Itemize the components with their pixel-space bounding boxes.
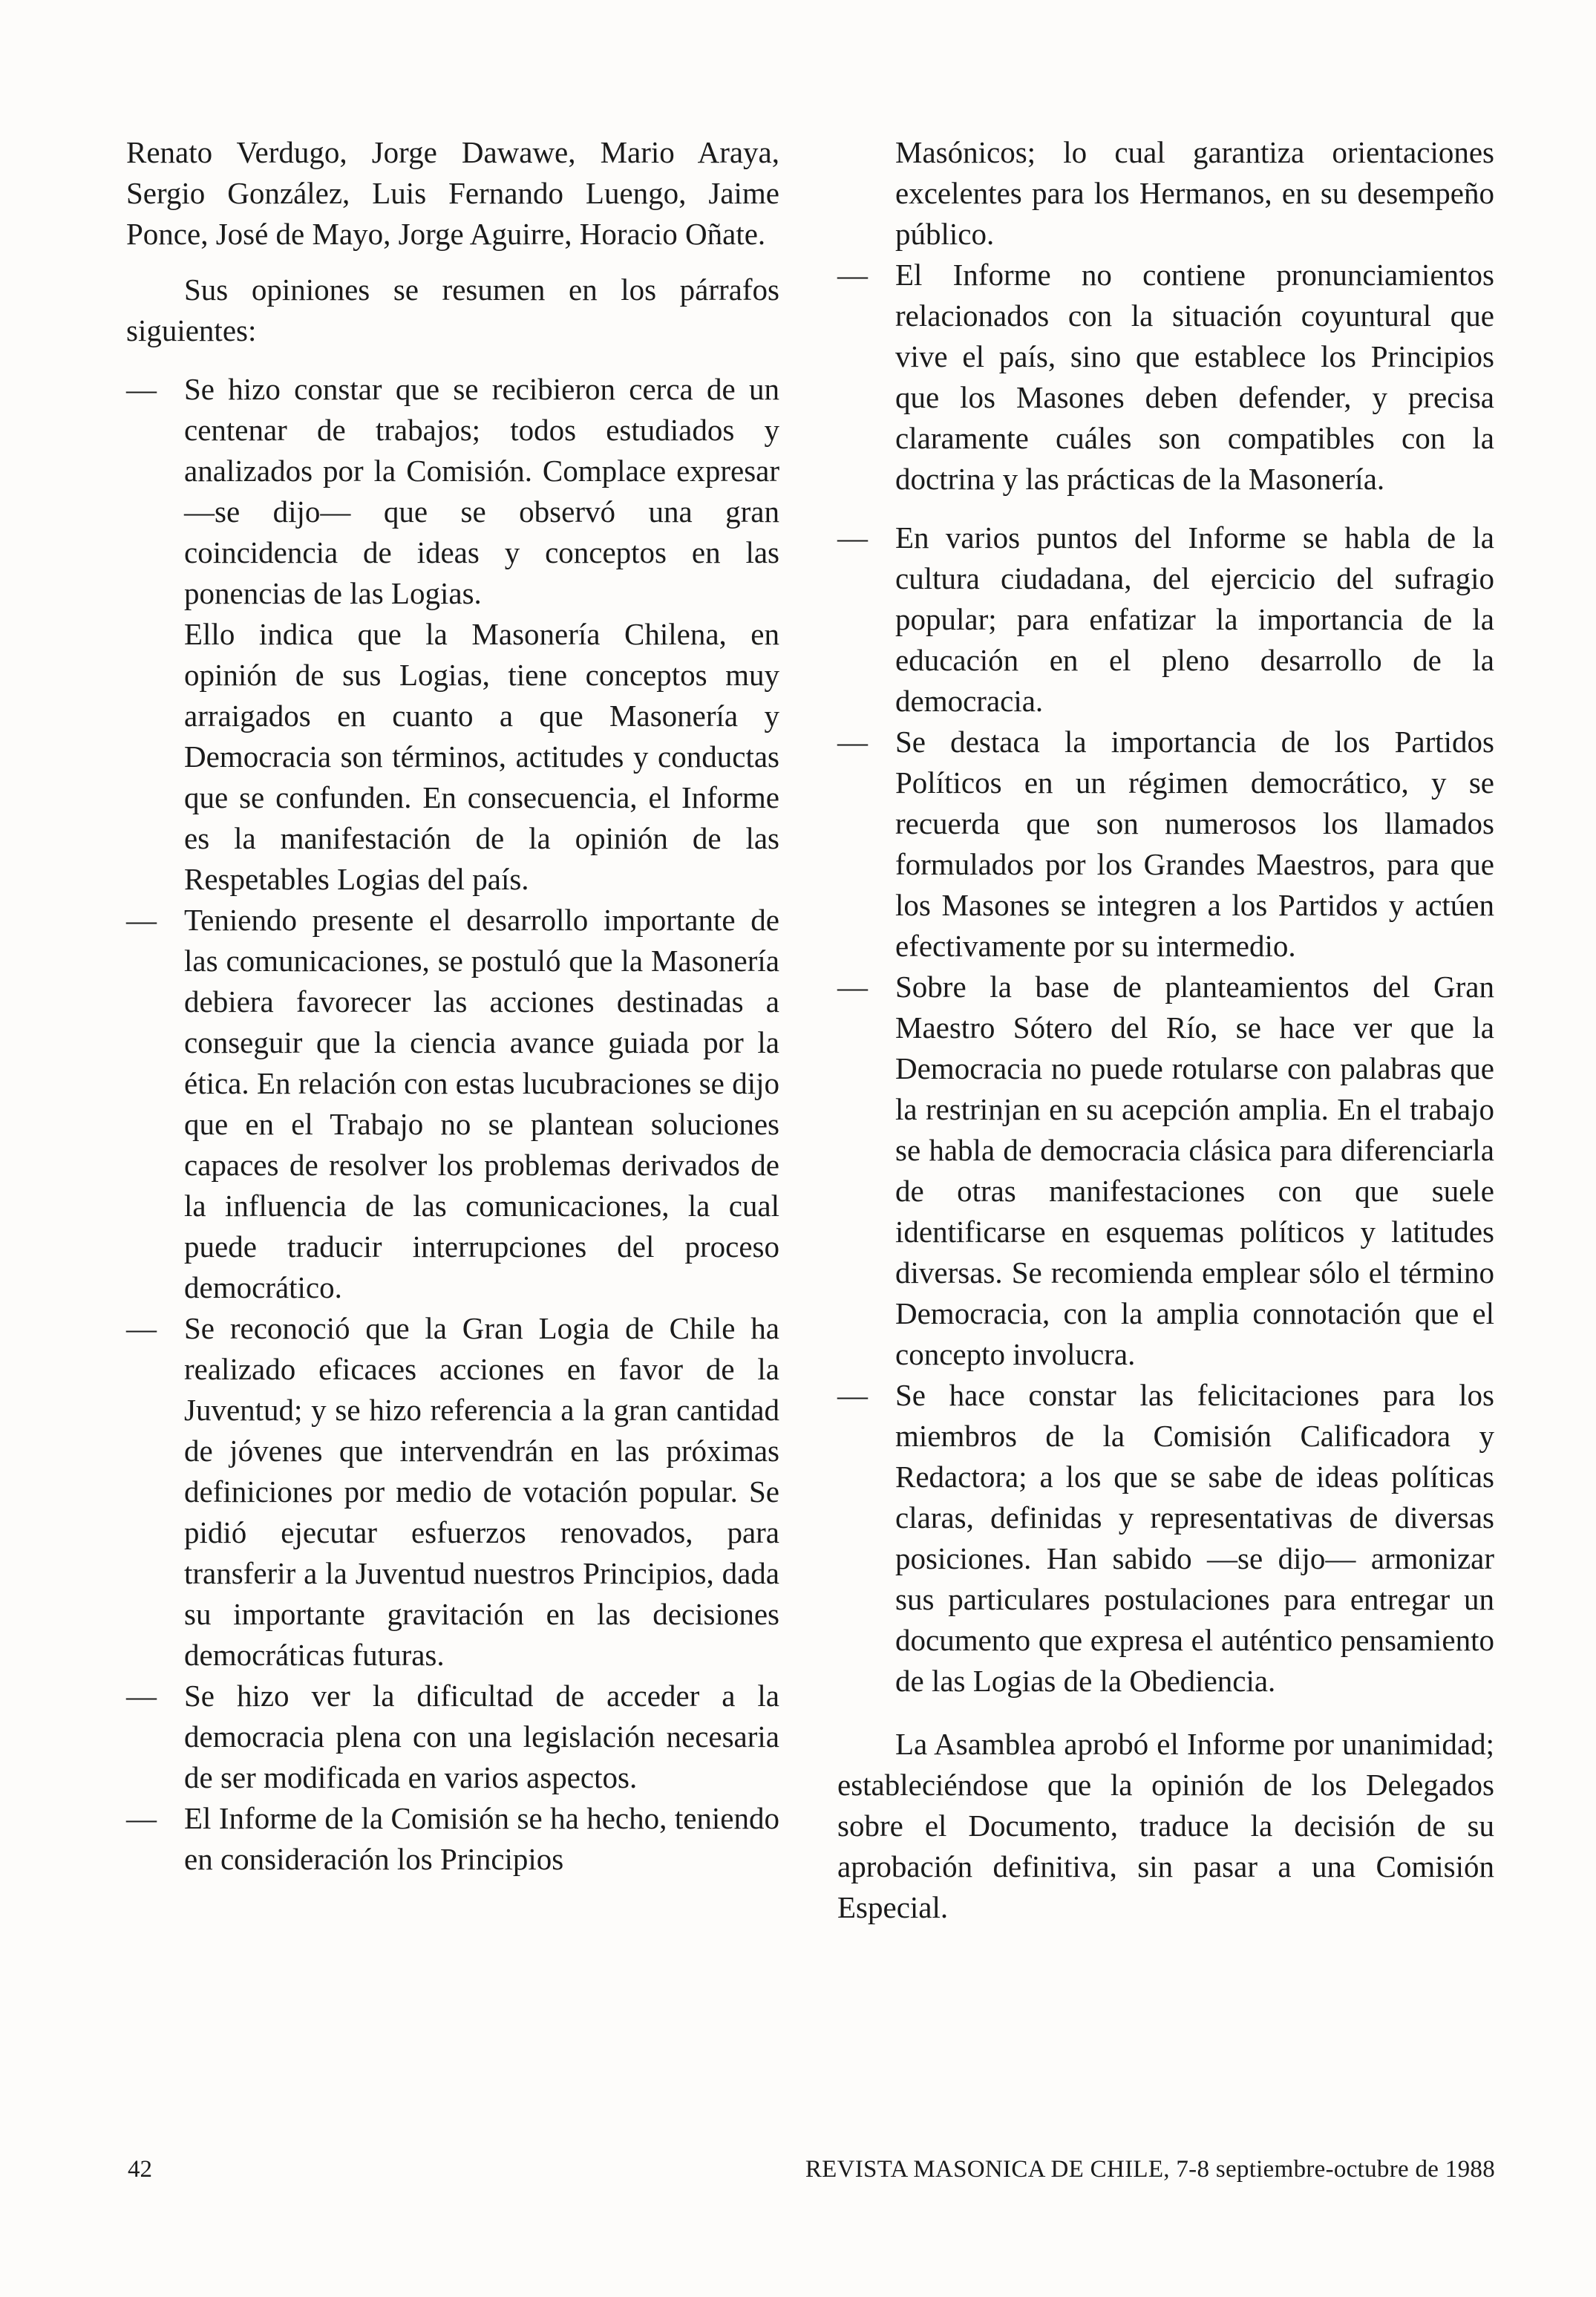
list-item-continuation [837,132,1494,255]
dash-bullet: — [837,520,868,555]
dash-bullet: — [837,970,868,1004]
list-item [837,967,1494,1375]
list-item [126,1676,779,1798]
list-item [126,1798,779,1880]
list-item [126,900,779,1308]
continuation-paragraph: Masónicos; lo cual garantiza orientaciones excelentes para los Hermanos, en su desempeño público. [895,135,1494,251]
conclusion-paragraph: La Asamblea aprobó el Informe por unanimidad; estableciéndose que la opinión de los Delegados sobre el Documento, traduce la decisión de su aprobación definitiva, sin pasar a una Comisión Especial. [837,1727,1494,1924]
dash-bullet: — [126,1679,157,1713]
item-paragraph: Se hace constar las felicitaciones para los miembros de la Comisión Calificadora y Redactora; a los que se sabe de ideas políticas claras, definidas y representativas de diversas posiciones. Han sabido —se dijo— armonizar sus particulares postulaciones para entregar un documento que expresa el auténtico pensamiento de las Logias de la Obediencia. [895,1378,1494,1698]
list-item [837,1375,1494,1702]
dash-bullet: — [126,903,157,937]
item-paragraph: Teniendo presente el desarrollo importante de las comunicaciones, se postuló que la Masonería debiera favorecer las acciones destinadas a conseguir que la ciencia avance guiada por la ética. En relación con estas lucubraciones se dijo que en el Trabajo no se plantean soluciones capaces de resolver los problemas derivados de la influencia de las comunicaciones, la cual puede traducir interrupciones del proceso democrático. [184,903,779,1304]
item-paragraph: El Informe de la Comisión se ha hecho, teniendo en consideración los Principios [184,1801,779,1876]
list-item [126,1308,779,1676]
list-item [837,517,1494,722]
list-item [837,255,1494,500]
journal-footer: REVISTA MASONICA DE CHILE, 7-8 septiembre-octubre de 1988 [805,2156,1495,2183]
item-paragraph: Se hizo constar que se recibieron cerca de un centenar de trabajos; todos estudiados y analizados por la Comisión. Complace expresar —se dijo— que se observó una gran coincidencia de ideas y conceptos en las ponencias de las Logias. [184,372,779,610]
left-item-list [126,369,779,1880]
page-number: 42 [128,2156,152,2183]
dash-bullet: — [837,725,868,759]
dash-bullet: — [126,1801,157,1835]
list-item [126,369,779,900]
item-paragraph: Ello indica que la Masonería Chilena, en opinión de sus Logias, tiene conceptos muy arraigados en cuanto a que Masonería y Democracia son términos, actitudes y conductas que se confunden. En consecuencia, el Informe es la manifestación de la opinión de las Respetables Logias del país. [184,617,779,896]
item-paragraph: Sobre la base de planteamientos del Gran Maestro Sótero del Río, se hace ver que la Democracia no puede rotularse con palabras que la restrinjan en su acepción amplia. En el trabajo se habla de democracia clásica para diferenciarla de otras manifestaciones con que suele identificarse en esquemas políticos y latitudes diversas. Se recomienda emplear sólo el término Democracia, con la amplia connotación que el concepto involucra. [895,970,1494,1371]
summary-paragraph: Sus opiniones se resumen en los párrafos siguientes: [126,272,779,347]
dash-bullet: — [126,1311,157,1345]
dash-bullet: — [126,372,157,406]
dash-bullet: — [837,258,868,292]
item-paragraph: El Informe no contiene pronunciamientos relacionados con la situación coyuntural que vive el país, sino que establece los Principios que los Masones deben defender, y precisa claramente cuáles son compatibles con la doctrina y las prácticas de la Masonería. [895,258,1494,496]
left-column [126,132,779,1880]
item-paragraph: En varios puntos del Informe se habla de la cultura ciudadana, del ejercicio del sufragio popular; para enfatizar la importancia de la educación en el pleno desarrollo de la democracia. [895,520,1494,718]
intro-paragraph: Renato Verdugo, Jorge Dawawe, Mario Araya, Sergio González, Luis Fernando Luengo, Jaime Ponce, José de Mayo, Jorge Aguirre, Horacio Oñate. [126,135,779,251]
item-paragraph: Se reconoció que la Gran Logia de Chile ha realizado eficaces acciones en favor de la Juventud; y se hizo referencia a la gran cantidad de jóvenes que intervendrán en las próximas definiciones por medio de votación popular. Se pidió ejecutar esfuerzos renovados, para transferir a la Juventud nuestros Principios, dada su importante gravitación en las decisiones democráticas futuras. [184,1311,779,1672]
dash-bullet: — [837,1378,868,1412]
item-paragraph: Se destaca la importancia de los Partidos Políticos en un régimen democrático, y se recuerda que son numerosos los llamados formulados por los Grandes Maestros, para que los Masones se integren a los Partidos y actúen efectivamente por su intermedio. [895,725,1494,963]
item-paragraph: Se hizo ver la dificultad de acceder a la democracia plena con una legislación necesaria de ser modificada en varios aspectos. [184,1679,779,1794]
list-item [837,722,1494,967]
right-item-list [837,132,1494,1702]
right-column [837,132,1494,1928]
